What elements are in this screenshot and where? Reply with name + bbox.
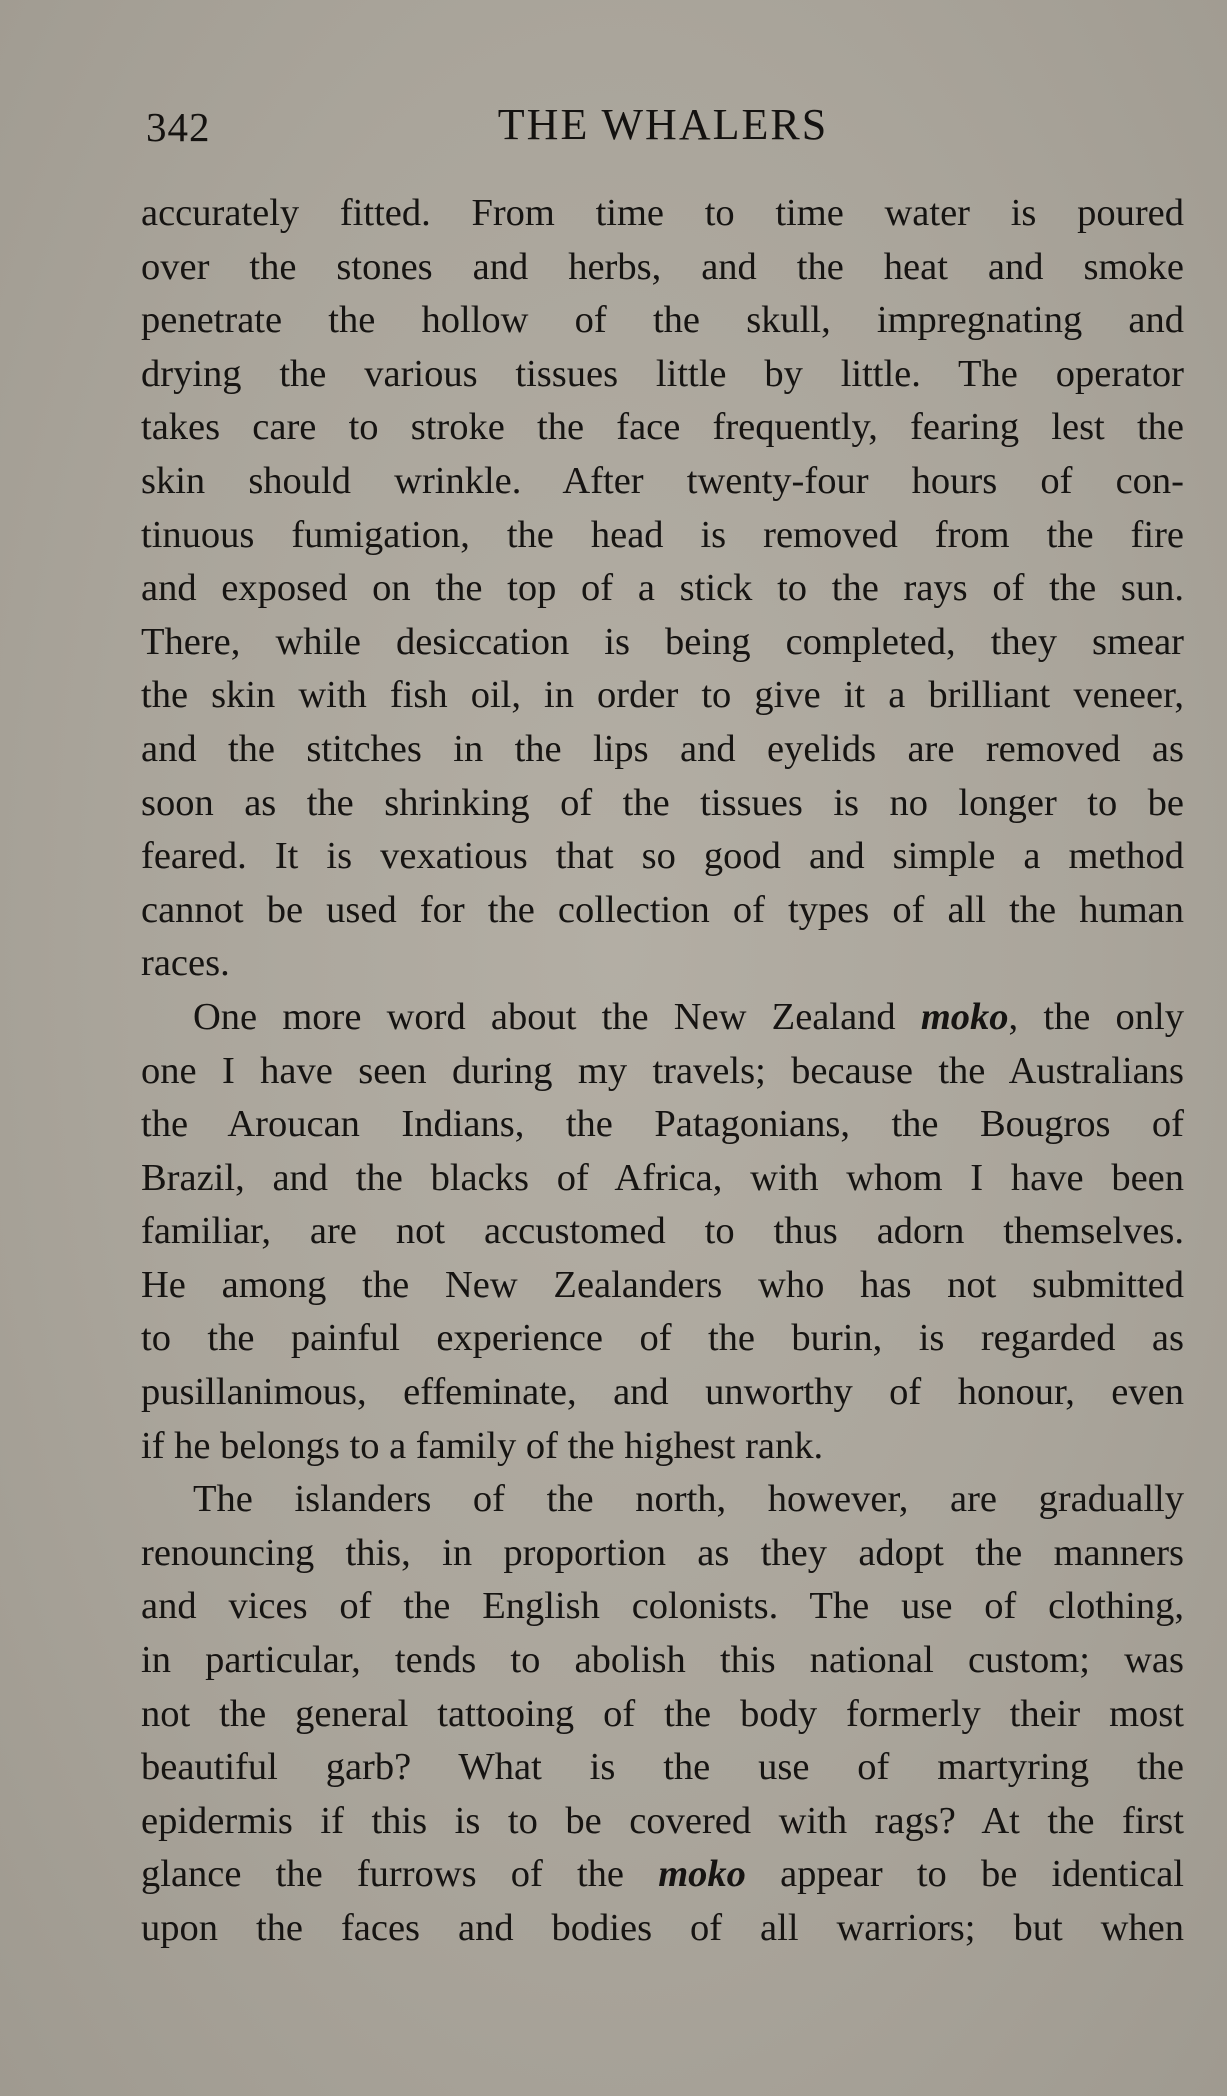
text-line: drying the various tissues little by little. The operator bbox=[141, 352, 1184, 395]
text-line: skin should wrinkle. After twenty-four hours of con- bbox=[141, 459, 1184, 502]
text-run: glance the furrows of the bbox=[141, 1853, 659, 1896]
text-line: There, while desiccation is being completed, they smear bbox=[141, 620, 1184, 663]
text-line: upon the faces and bodies of all warriors; but when bbox=[141, 1907, 1184, 1949]
text-line: in particular, tends to abolish this national custom; was bbox=[141, 1639, 1184, 1682]
text-line: beautiful garb? What is the use of martyring the bbox=[141, 1746, 1184, 1789]
text-line: to the painful experience of the burin, is regarded as bbox=[141, 1317, 1184, 1360]
text-line: epidermis if this is to be covered with rags? At the first bbox=[141, 1799, 1184, 1842]
running-head bbox=[140, 95, 1186, 155]
text-line: if he belongs to a family of the highest rank. bbox=[141, 1424, 824, 1467]
text-line: cannot be used for the collection of types of all the human bbox=[141, 888, 1184, 931]
running-title: THE WHALERS bbox=[497, 100, 829, 149]
text-line: tinuous fumigation, the head is removed from the fire bbox=[141, 513, 1184, 556]
text-line: renouncing this, in proportion as they adopt the manners bbox=[141, 1531, 1184, 1574]
text-line: He among the New Zealanders who has not submitted bbox=[141, 1263, 1184, 1306]
page-number: 342 bbox=[146, 104, 211, 150]
text-line: the Aroucan Indians, the Patagonians, the Bougros of bbox=[141, 1103, 1184, 1146]
text-line: one I have seen during my travels; because the Australians bbox=[141, 1049, 1184, 1092]
text-line: Brazil, and the blacks of Africa, with whom I have been bbox=[141, 1156, 1184, 1199]
italic-term: moko bbox=[658, 1853, 746, 1896]
text-line bbox=[141, 1848, 1184, 1902]
text-line: and vices of the English colonists. The use of clothing, bbox=[141, 1585, 1184, 1628]
text-line: accurately fitted. From time to time water is poured bbox=[141, 192, 1184, 234]
text-line: penetrate the hollow of the skull, impregnating and bbox=[141, 299, 1184, 342]
text-line: over the stones and herbs, and the heat and smoke bbox=[141, 245, 1184, 288]
italic-term: moko bbox=[920, 995, 1009, 1038]
text-line: pusillanimous, effeminate, and unworthy of honour, even bbox=[141, 1371, 1184, 1414]
text-line: the skin with fish oil, in order to give it a brilliant veneer, bbox=[141, 674, 1184, 717]
text-line: and the stitches in the lips and eyelids are removed as bbox=[141, 727, 1184, 770]
text-run: appear to be identical bbox=[745, 1853, 1185, 1896]
body-text bbox=[141, 187, 1184, 1956]
text-line: takes care to stroke the face frequently, fearing lest the bbox=[141, 406, 1184, 449]
text-line: soon as the shrinking of the tissues is no longer to be bbox=[141, 781, 1184, 824]
text-line: feared. It is vexatious that so good and simple a method bbox=[141, 835, 1184, 878]
paragraph-first-line: The islanders of the north, however, are gradually bbox=[193, 1478, 1184, 1521]
text-line: and exposed on the top of a stick to the rays of the sun. bbox=[141, 567, 1184, 610]
text-run: One more word about the New Zealand bbox=[193, 995, 921, 1038]
text-line: races. bbox=[141, 942, 230, 985]
text-line: not the general tattooing of the body formerly their most bbox=[141, 1692, 1184, 1735]
text-line: familiar, are not accustomed to thus adorn themselves. bbox=[141, 1210, 1184, 1253]
paragraph-first-line bbox=[141, 991, 1184, 1045]
text-run: , the only bbox=[1008, 995, 1185, 1038]
